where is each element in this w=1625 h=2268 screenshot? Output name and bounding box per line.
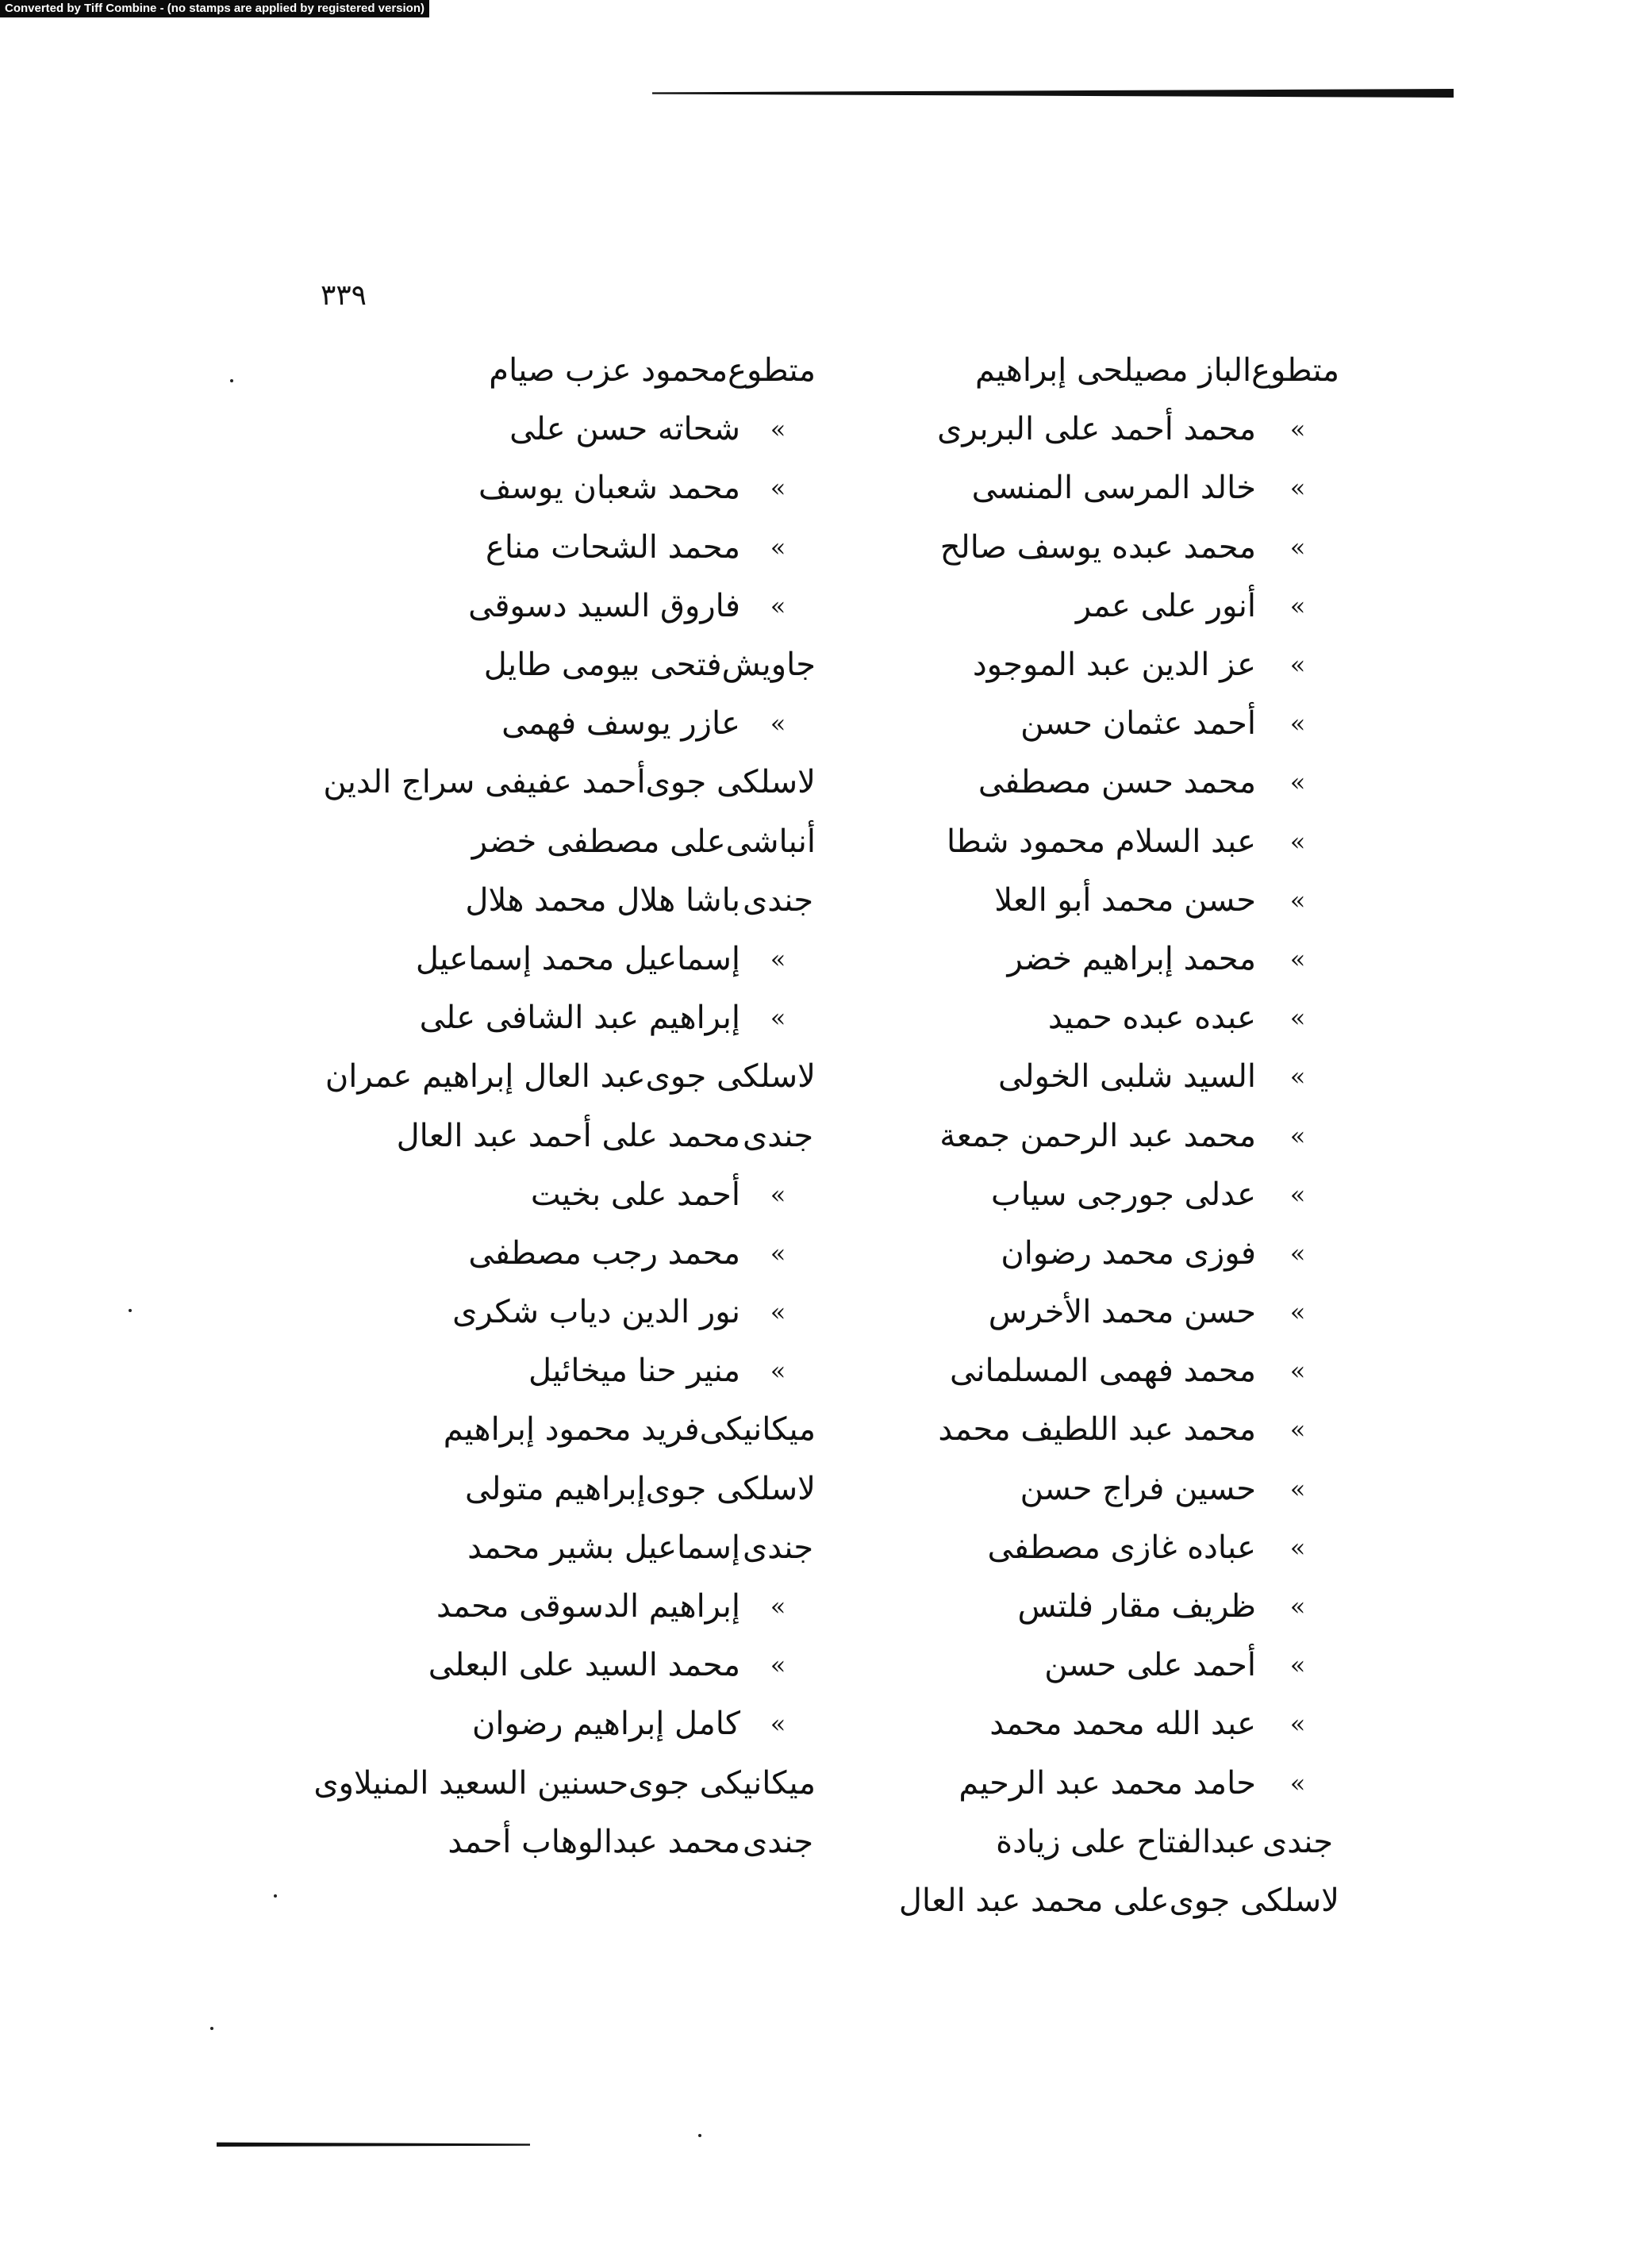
right-column-entry	[847, 1871, 1339, 1930]
top-rule	[652, 89, 1454, 98]
rank-label: »	[770, 1591, 786, 1622]
rank-label: »	[1289, 1650, 1306, 1681]
person-name: محمد شعبان يوسف	[478, 470, 740, 507]
rank-label: »	[1289, 590, 1306, 621]
left-column-entry	[244, 1047, 816, 1106]
rank-label: جندى	[742, 881, 814, 919]
right-column-entry	[847, 988, 1339, 1047]
rank-label: »	[1289, 885, 1306, 915]
right-column-entry	[847, 518, 1339, 577]
rank-label: »	[1289, 943, 1306, 974]
person-name: عبد السلام محمود شطا	[946, 823, 1256, 860]
person-name: نور الدين دياب شكرى	[452, 1294, 740, 1331]
right-column-entry	[847, 1106, 1339, 1165]
rank-label: ميكانيكى جوى	[628, 1764, 816, 1802]
left-column-entry	[244, 1400, 816, 1459]
left-column-entry	[244, 1754, 816, 1813]
rank-label: »	[1289, 473, 1306, 504]
rank-label: »	[1289, 708, 1306, 739]
left-column-entry	[244, 459, 816, 517]
right-column-entry	[847, 635, 1339, 694]
person-name: فريد محمود إبراهيم	[443, 1411, 700, 1449]
rank-label: جاويش	[721, 647, 816, 684]
left-column-entry	[244, 635, 816, 694]
speck	[129, 1309, 132, 1312]
right-column-entry	[847, 1283, 1339, 1341]
rank-label: »	[1289, 767, 1306, 798]
person-name: عبد العال إبراهيم عمران	[325, 1058, 646, 1096]
person-name: أحمد عثمان حسن	[1020, 705, 1256, 743]
left-column-entry	[244, 1694, 816, 1753]
person-name: ظريف مقار فلتس	[1017, 1588, 1256, 1625]
right-column-entry	[847, 400, 1339, 459]
person-name: أحمد على حسن	[1044, 1647, 1256, 1684]
right-column-entry	[847, 1341, 1339, 1400]
rank-label: »	[770, 943, 786, 974]
left-column-entry	[244, 871, 816, 930]
speck	[230, 379, 233, 382]
person-name: عازر يوسف فهمى	[501, 705, 740, 743]
rank-label: »	[770, 1709, 786, 1740]
left-column-entry	[244, 400, 816, 459]
rank-label: »	[770, 708, 786, 739]
rank-label: »	[1289, 1297, 1306, 1328]
rank-label: »	[1289, 1709, 1306, 1740]
left-column-entry	[244, 1460, 816, 1518]
person-name: محمد الشحات مناع	[486, 528, 740, 566]
rank-label: »	[1289, 1414, 1306, 1445]
left-column-entry	[244, 518, 816, 577]
person-name: عبد الله محمد محمد	[989, 1706, 1256, 1743]
right-column-entry	[847, 1694, 1339, 1753]
person-name: إبراهيم الدسوقى محمد	[436, 1588, 740, 1625]
rank-label: »	[770, 1297, 786, 1328]
rank-label: لاسلكى جوى	[1169, 1882, 1339, 1919]
person-name: محمد أحمد على البربرى	[937, 411, 1256, 448]
person-name: كامل إبراهيم رضوان	[471, 1706, 740, 1743]
right-column-entry	[847, 1047, 1339, 1106]
left-column-entry	[244, 1341, 816, 1400]
speck	[698, 2134, 701, 2137]
person-name: أنور على عمر	[1075, 587, 1256, 624]
person-name: حسن محمد أبو العلا	[994, 881, 1256, 919]
rank-label: جندى	[742, 1823, 814, 1860]
person-name: محمد عبدالوهاب أحمد	[448, 1823, 740, 1860]
rank-label: »	[1289, 1591, 1306, 1622]
rank-label: لاسلكى جوى	[645, 1470, 816, 1507]
person-name: أحمد عفيفى سراج الدين	[323, 764, 646, 801]
person-name: فتحى بيومى طايل	[483, 647, 722, 684]
person-name: محمد عبد اللطيف محمد	[938, 1411, 1256, 1449]
rank-label: لاسلكى جوى	[645, 1058, 816, 1096]
right-column-entry	[847, 871, 1339, 930]
left-column-entry	[244, 812, 816, 871]
person-name: شحاته حسن على	[509, 411, 740, 448]
left-column-entry	[244, 341, 816, 400]
person-name: حسن محمد الأخرس	[988, 1294, 1256, 1331]
left-column-entry	[244, 1518, 816, 1577]
right-column-entry	[847, 1813, 1339, 1871]
rank-label: متطوع	[728, 352, 816, 390]
rank-label: »	[1289, 1532, 1306, 1563]
rank-label: »	[1289, 1473, 1306, 1504]
left-column-entry	[244, 1224, 816, 1283]
bottom-rule	[217, 2142, 530, 2147]
person-name: فوزى محمد رضوان	[1001, 1234, 1256, 1272]
rank-label: لاسلكى جوى	[645, 764, 816, 801]
left-column-entry	[244, 988, 816, 1047]
person-name: محمد إبراهيم خضر	[1007, 940, 1256, 977]
person-name: عبدالفتاح على زيادة	[996, 1823, 1256, 1860]
rank-label: جندى	[1262, 1823, 1334, 1860]
left-column-entry	[244, 577, 816, 635]
person-name: باشا هلال محمد هلال	[465, 881, 740, 919]
right-column-entry	[847, 1165, 1339, 1224]
person-name: عباده غازى مصطفى	[987, 1529, 1256, 1566]
right-column-entry	[847, 1577, 1339, 1636]
person-name: على محمد عبد العال	[898, 1882, 1170, 1919]
left-column-entry	[244, 1577, 816, 1636]
rank-label: »	[770, 1003, 786, 1034]
rank-label: »	[770, 1179, 786, 1210]
rank-label: جندى	[742, 1529, 814, 1566]
rank-label: أنباشى	[725, 823, 816, 860]
rank-label: »	[770, 1238, 786, 1268]
rank-label: »	[770, 414, 786, 445]
right-column-entry	[847, 577, 1339, 635]
speck	[210, 2027, 213, 2030]
rank-label: »	[1289, 1061, 1306, 1092]
rank-label: »	[770, 532, 786, 562]
person-name: محمد رجب مصطفى	[468, 1234, 740, 1272]
right-column-entry	[847, 753, 1339, 812]
left-column-entry	[244, 1636, 816, 1694]
left-column-entry	[244, 1283, 816, 1341]
left-column-entry	[244, 1106, 816, 1165]
person-name: محمد حسن مصطفى	[978, 764, 1256, 801]
person-name: محمد على أحمد عبد العال	[396, 1117, 740, 1154]
person-name: محمد فهمى المسلمانى	[950, 1353, 1256, 1390]
right-column	[847, 341, 1339, 1930]
person-name: إبراهيم عبد الشافى على	[419, 1000, 740, 1037]
left-column-entry	[244, 1165, 816, 1224]
person-name: محمد السيد على البعلى	[428, 1647, 740, 1684]
right-column-entry	[847, 1518, 1339, 1577]
rank-label: »	[1289, 1120, 1306, 1151]
right-column-entry	[847, 1224, 1339, 1283]
person-name: حسنين السعيد المنيلاوى	[313, 1764, 629, 1802]
left-column	[244, 341, 816, 1871]
rank-label: »	[1289, 826, 1306, 857]
rank-label: »	[1289, 1238, 1306, 1268]
person-name: أحمد على بخيت	[530, 1176, 740, 1213]
rank-label: »	[1289, 1767, 1306, 1798]
rank-label: »	[770, 1356, 786, 1387]
person-name: حامد محمد عبد الرحيم	[958, 1764, 1256, 1802]
rank-label: »	[1289, 532, 1306, 562]
rank-label: »	[770, 473, 786, 504]
person-name: خالد المرسى المنسى	[971, 470, 1256, 507]
person-name: إسماعيل بشير محمد	[467, 1529, 740, 1566]
person-name: منير حنا ميخائيل	[528, 1353, 740, 1390]
rank-label: »	[770, 590, 786, 621]
rank-label: »	[1289, 1179, 1306, 1210]
page-number: ٣٣٩	[321, 279, 367, 312]
right-column-entry	[847, 1460, 1339, 1518]
left-column-entry	[244, 930, 816, 988]
person-name: فاروق السيد دسوقى	[468, 587, 740, 624]
converter-banner: Converted by Tiff Combine - (no stamps are applied by registered version)	[0, 0, 429, 17]
person-name: محمد عبد الرحمن جمعة	[939, 1117, 1256, 1154]
right-column-entry	[847, 694, 1339, 753]
person-name: السيد شلبى الخولى	[998, 1058, 1256, 1096]
right-column-entry	[847, 1400, 1339, 1459]
person-name: الباز مصيلحى إبراهيم	[975, 352, 1252, 390]
left-column-entry	[244, 753, 816, 812]
rank-label: »	[1289, 1003, 1306, 1034]
person-name: محمد عبده يوسف صالح	[939, 528, 1256, 566]
left-column-entry	[244, 694, 816, 753]
person-name: حسين فراج حسن	[1020, 1470, 1256, 1507]
rank-label: متطوع	[1251, 352, 1339, 390]
right-column-entry	[847, 341, 1339, 400]
left-column-entry	[244, 1813, 816, 1871]
rank-label: ميكانيكى	[699, 1411, 816, 1449]
person-name: عز الدين عبد الموجود	[972, 647, 1256, 684]
rank-label: جندى	[742, 1117, 814, 1154]
right-column-entry	[847, 930, 1339, 988]
rank-label: »	[1289, 650, 1306, 681]
right-column-entry	[847, 812, 1339, 871]
person-name: عبده عبده حميد	[1047, 1000, 1256, 1037]
right-column-entry	[847, 1754, 1339, 1813]
right-column-entry	[847, 459, 1339, 517]
right-column-entry	[847, 1636, 1339, 1694]
person-name: عدلى جورجى سياب	[990, 1176, 1256, 1213]
rank-label: »	[770, 1650, 786, 1681]
person-name: إبراهيم متولى	[464, 1470, 646, 1507]
speck	[274, 1894, 277, 1898]
person-name: محمود عزب صيام	[489, 352, 728, 390]
rank-label: »	[1289, 414, 1306, 445]
person-name: إسماعيل محمد إسماعيل	[415, 940, 740, 977]
rank-label: »	[1289, 1356, 1306, 1387]
person-name: على مصطفى خضر	[471, 823, 726, 860]
